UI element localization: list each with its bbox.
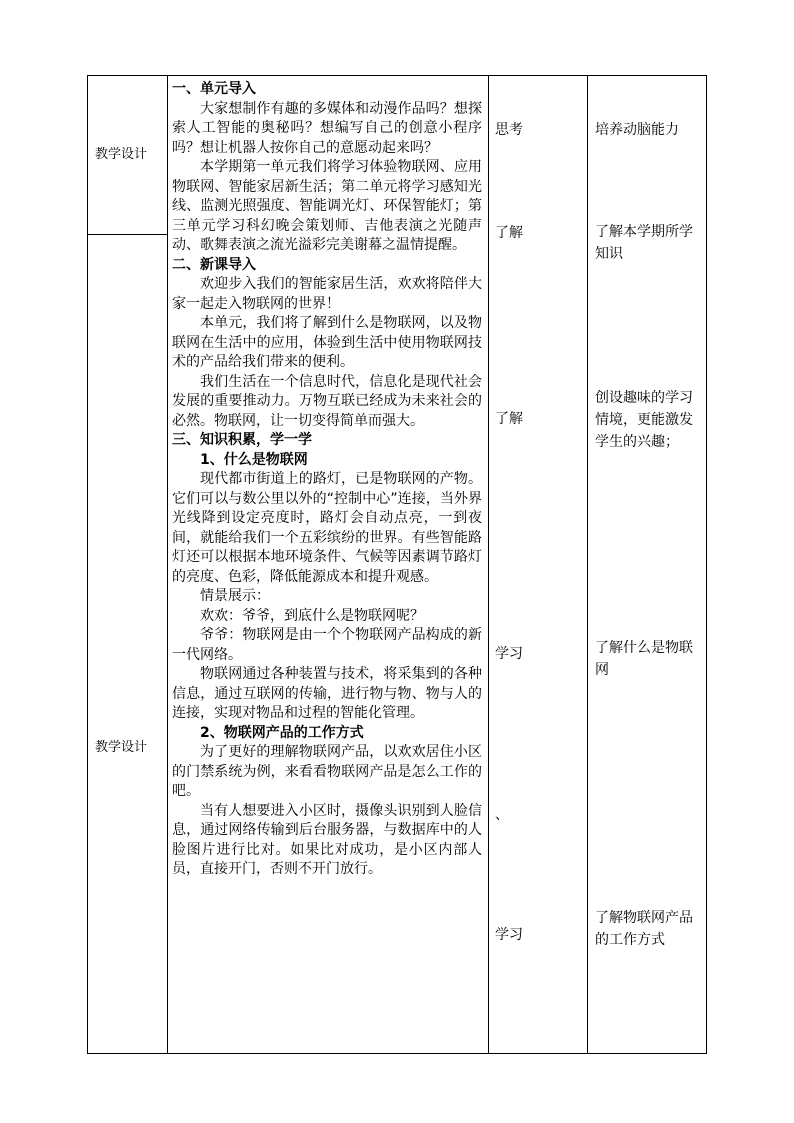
column-divider [587, 76, 588, 1053]
subheading-what-is-iot: 1、什么是物联网 [200, 451, 308, 468]
student-activity: 思考 [495, 122, 523, 138]
teaching-content [172, 80, 482, 880]
paragraph: 情景展示： [200, 588, 270, 604]
dialogue-line: 爷爷：物联网是由一个个物联网产品构成的新一代网络。 [172, 627, 482, 663]
student-activity: 了解 [495, 225, 523, 241]
paragraph: 本学期第一单元我们将学习体验物联网、应用物联网、智能家居新生活；第二单元将学习感知光线、监测光照强度、智能调光灯、环保智能灯；第三单元学习科幻晚会策划师、吉他表演之光随声动、歌舞表演之流光溢彩完美谢幕之温情提醒。 [172, 159, 482, 253]
design-intent: 了解本学期所学知识 [595, 224, 693, 262]
student-activity: 、 [495, 807, 509, 823]
column-divider [488, 76, 489, 1053]
row-divider [88, 234, 168, 235]
paragraph: 本单元，我们将了解到什么是物联网，以及物联网在生活中的应用，体验到生活中使用物联网技术的产品给我们带来的便利。 [172, 315, 482, 370]
design-intent: 培养动脑能力 [595, 122, 679, 138]
student-activity: 学习 [495, 927, 523, 943]
dialogue-line: 欢欢：爷爷，到底什么是物联网呢？ [200, 607, 424, 624]
row-label-teaching-design: 教学设计 [95, 147, 148, 162]
section-heading-knowledge: 三、知识积累，学一学 [172, 432, 312, 448]
section-heading-unit-intro: 一、单元导入 [172, 81, 256, 97]
student-activity: 学习 [495, 646, 523, 662]
column-divider [167, 76, 168, 1053]
paragraph: 物联网通过各种装置与技术，将采集到的各种信息，通过互联网的传输，进行物与物、物与人的连接，实现对物品和过程的智能化管理。 [172, 666, 482, 721]
paragraph: 当有人想要进入小区时，摄像头识别到人脸信息，通过网络传输到后台服务器，与数据库中的人脸图片进行比对。如果比对成功，是小区内部人员，直接开门，否则不开门放行。 [172, 802, 482, 877]
paragraph: 现代都市街道上的路灯，已是物联网的产物。它们可以与数公里以外的“控制中心”连接，当外界光线降到设定亮度时，路灯会自动点亮，一到夜间，就能给我们一个五彩缤纷的世界。有些智能路灯还可以根据本地环境条件、气候等因素调节路灯的亮度、色彩，降低能源成本和提升观感。 [172, 471, 482, 585]
paragraph: 我们生活在一个信息时代，信息化是现代社会发展的重要推动力。万物互联已经成为未来社会的必然。物联网，让一切变得简单而强大。 [172, 373, 482, 429]
row-label-teaching-design: 教学设计 [95, 740, 148, 755]
design-intent: 创设趣味的学习情境，更能激发学生的兴趣； [595, 390, 693, 450]
section-heading-new-lesson: 二、新课导入 [172, 256, 256, 273]
paragraph: 大家想制作有趣的多媒体和动漫作品吗？想探索人工智能的奥秘吗？想编写自己的创意小程序吗？想让机器人按你自己的意愿动起来吗？ [172, 100, 482, 156]
subheading-iot-workflow: 2、物联网产品的工作方式 [200, 724, 364, 741]
student-activity: 了解 [495, 411, 523, 427]
paragraph: 欢迎步入我们的智能家居生活，欢欢将陪伴大家一起走入物联网的世界！ [172, 276, 482, 312]
paragraph: 为了更好的理解物联网产品，以欢欢居住小区的门禁系统为例，来看看物联网产品是怎么工作的吧。 [172, 744, 482, 799]
design-intent: 了解什么是物联网 [595, 640, 693, 678]
design-intent: 了解物联网产品的工作方式 [595, 910, 693, 948]
lesson-plan-table [87, 75, 707, 1054]
